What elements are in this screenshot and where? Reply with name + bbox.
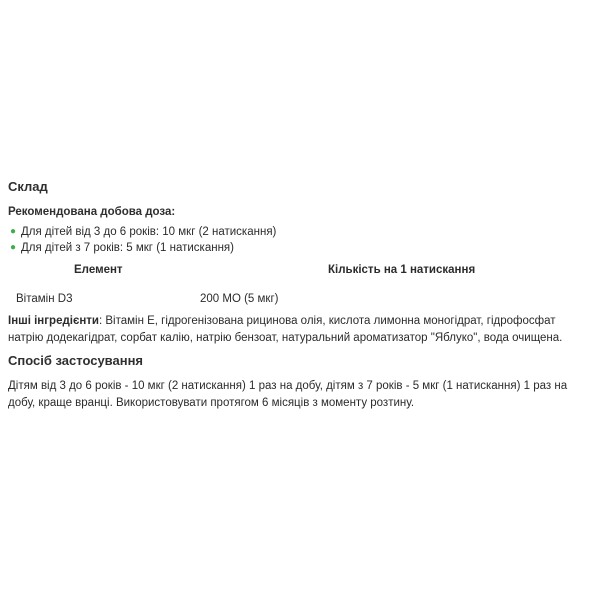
other-ingredients-label: Інші інгредієнти xyxy=(8,315,99,327)
dose-heading: Рекомендована добова доза: xyxy=(8,206,176,218)
table-header-element: Елемент xyxy=(74,264,123,276)
bullet-icon: ● xyxy=(10,242,17,253)
usage-title: Спосіб застосування xyxy=(8,353,144,368)
usage-text: Дітям від 3 до 6 років - 10 мкг (2 натискання) 1 раз на добу, дітям з 7 років - 5 мкг (1 натискання) 1 раз на добу, краще вранці. Використовувати протягом 6 місяців з моменту розтину. xyxy=(8,380,568,409)
table-cell-element: Вітамін D3 xyxy=(16,293,73,305)
list-item xyxy=(8,224,276,240)
dose-list xyxy=(8,224,276,256)
table-header-quantity: Кількість на 1 натискання xyxy=(328,264,476,276)
dose-item-text: Для дітей від 3 до 6 років: 10 мкг (2 натискання) xyxy=(21,226,277,238)
other-ingredients xyxy=(8,313,592,346)
dose-item-text: Для дітей з 7 років: 5 мкг (1 натискання) xyxy=(21,242,234,254)
other-ingredients-text: : Вітамін Е, гідрогенізована рицинова олія, кислота лимонна моногідрат, гідрофосфат натрію додекагідрат, сорбат калію, натрію бензоат, натуральний ароматизатор "Яблуко", вода очищена. xyxy=(8,315,563,344)
list-item xyxy=(8,240,276,256)
composition-title: Склад xyxy=(8,179,48,194)
bullet-icon: ● xyxy=(10,226,17,237)
table-cell-quantity: 200 МО (5 мкг) xyxy=(200,293,279,305)
